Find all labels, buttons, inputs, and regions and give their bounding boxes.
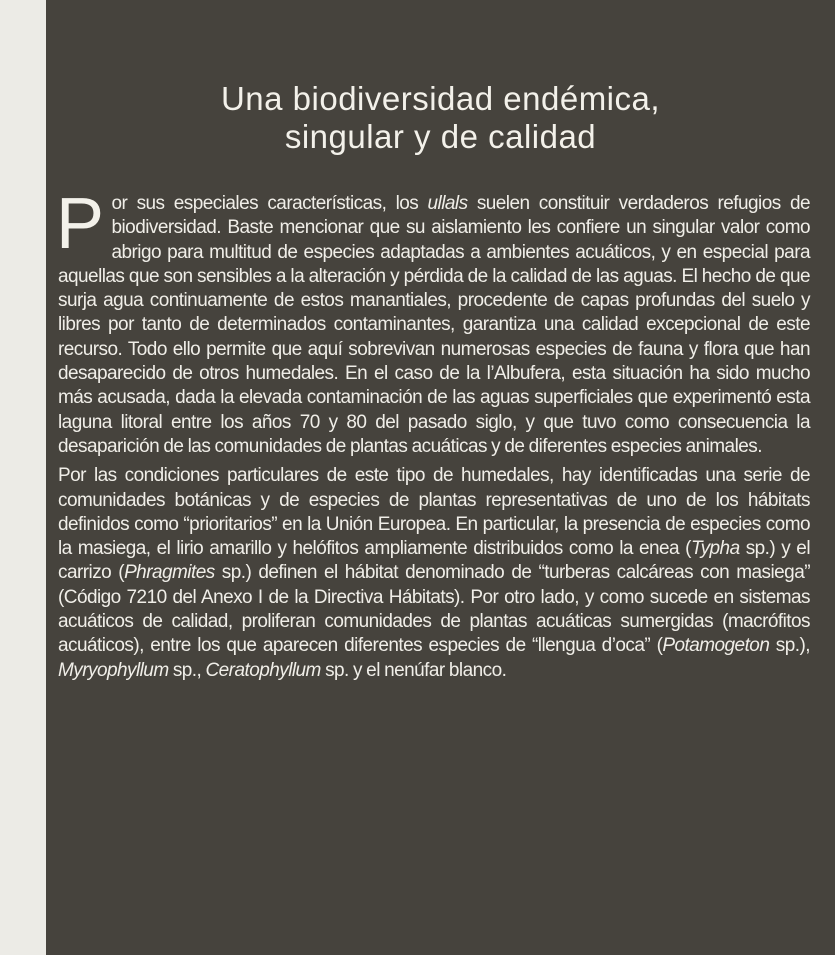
p2-italic-potamogeton: Potamogeton — [662, 635, 770, 657]
article-title — [46, 80, 835, 156]
p2-text-3: sp.) definen el hábitat denominado de “turberas calcáreas con masiega” (Código 7210 del Anexo I de la Directiva Hábitats). Por otro lado, y como sucede en sistemas acuáticos de calidad, proliferan comunidades de plantas acuáticas sumergidas (macrófitos acuáticos), entre los que aparecen diferentes especies de “llengua d’oca” ( — [58, 562, 810, 657]
paragraph-1 — [56, 184, 810, 459]
title-line-1: Una biodiversidad endémica, — [220, 80, 661, 117]
p2-italic-phragmites: Phragmites — [124, 562, 215, 584]
article-body — [56, 184, 810, 683]
p2-text-6: sp. y el nenúfar blanco. — [320, 659, 507, 681]
p2-italic-typha: Typha — [690, 538, 740, 560]
p2-text-5: sp., — [168, 659, 206, 681]
p1-text-2: suelen constituir verdaderos refugios de biodiversidad. Baste mencionar que su aislamiento les confiere un singular valor como abrigo para multitud de especies adaptadas a ambientes acuáticos, y en especial para aquellas que son sensibles a la alteración y pérdida de la calidad de las aguas. El hecho de que surja agua continuamente de estos manantiales, procedente de capas profundas del suelo y libres por tanto de determinados contaminantes, garantiza una calidad excepcional de este recurso. Todo ello permite que aquí sobrevivan numerosas especies de fauna y flora que han desaparecido de otros humedales. En el caso de la l’Albufera, esta situación ha sido mucho más acusada, dada la elevada contaminación de las aguas superficiales que experimentó esta laguna litoral entre los años 70 y 80 del pasado siglo, y que tuvo como consecuencia la desaparición de las comunidades de plantas acuáticas y de diferentes especies animales. — [58, 193, 810, 457]
p1-italic-ullals: ullals — [427, 193, 468, 214]
p2-text-4: sp.), — [769, 635, 810, 657]
p2-italic-ceratophyllum: Ceratophyllum — [205, 659, 321, 681]
p2-italic-myryophyllum: Myryophyllum — [58, 659, 169, 681]
p1-text-1: or sus especiales características, los — [111, 193, 428, 214]
p2-text-1: Por las condiciones particulares de este tipo de humedales, hay identificadas una serie de comunidades botánicas y de especies de plantas representativas de uno de los hábitats definidos como “prioritarios” en la Unión Europea. En particular, la presencia de especies como la masiega, el lirio amarillo y helófitos ampliamente distribuidos como la enea ( — [58, 465, 810, 560]
title-line-2: singular y de calidad — [284, 118, 597, 155]
drop-cap: P — [56, 184, 104, 264]
p2-text-2: sp.) y el carrizo ( — [58, 538, 810, 584]
paragraph-2 — [58, 464, 810, 683]
